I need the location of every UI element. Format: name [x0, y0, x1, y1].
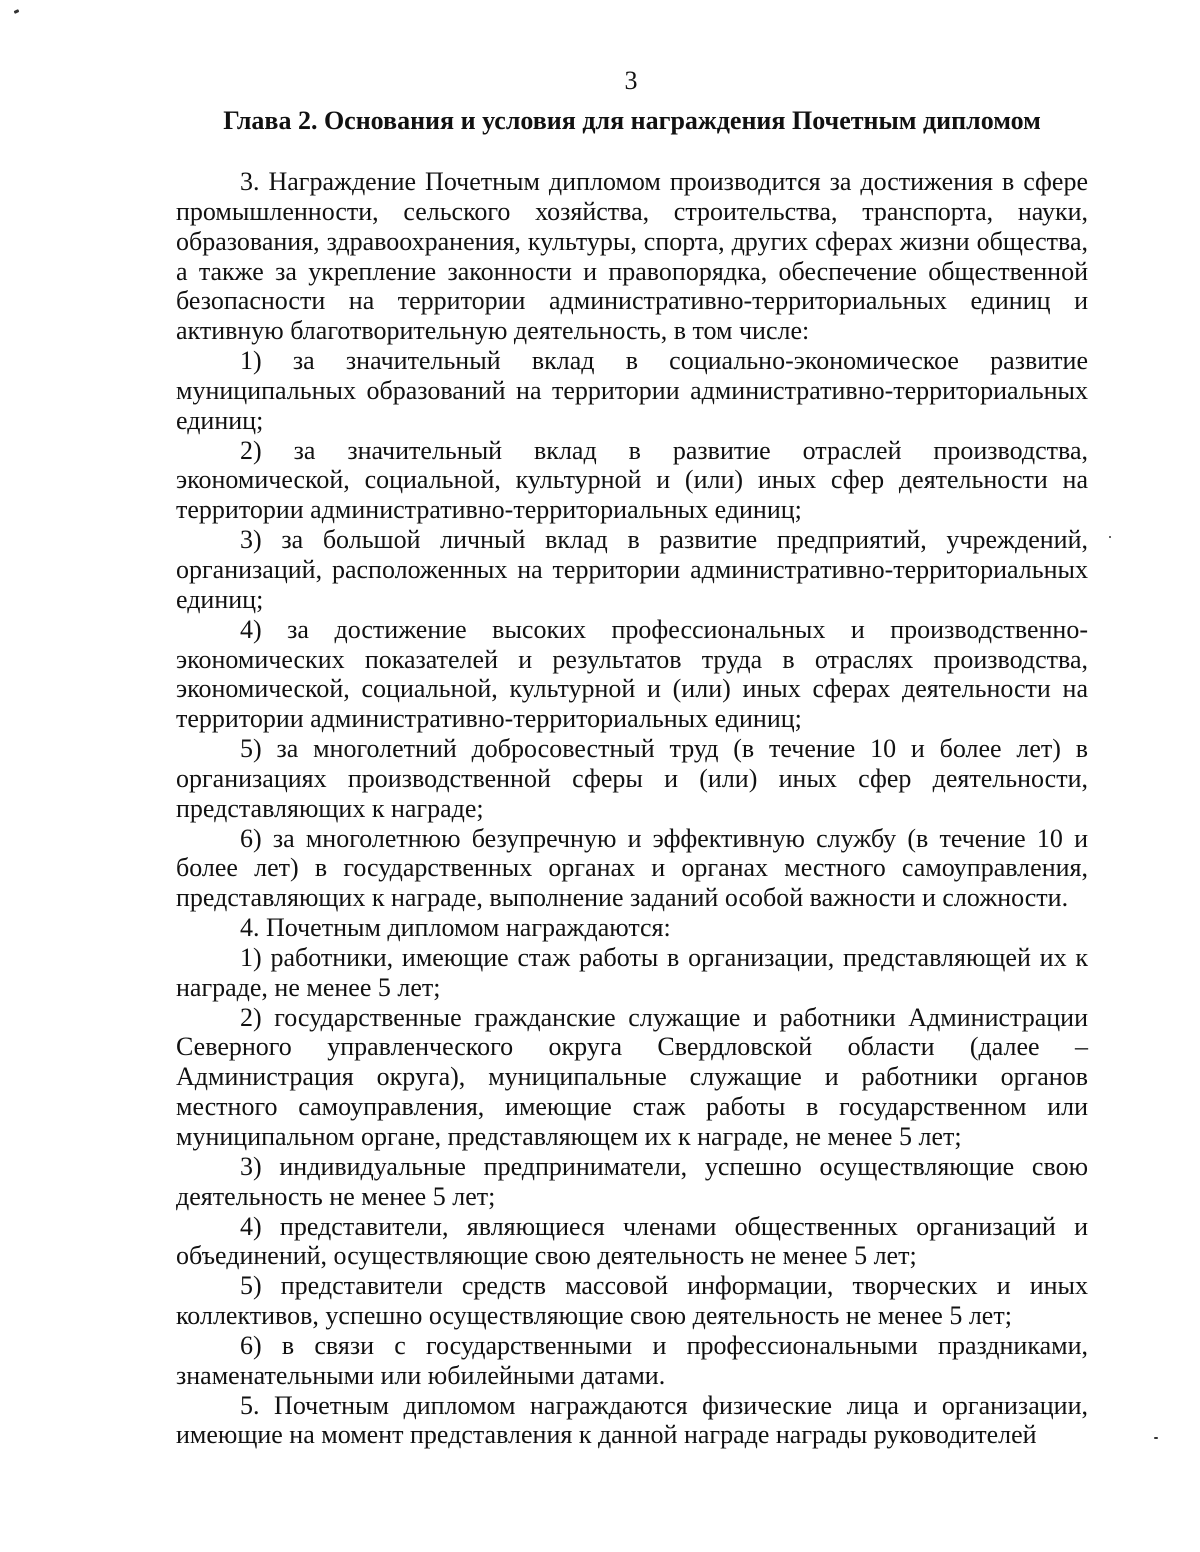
scan-artifact [1154, 1437, 1158, 1439]
paragraph-4: 4. Почетным дипломом награждаются: [240, 913, 671, 943]
paragraph-4-item-2: 2) государственные гражданские служащие и работники Администрации Северного управленческого округа Свердловской области (далее – Администрация округа), муниципальные служащие и работники органов местного самоуправления, имеющие стаж работы в государственном или муниципальном органе, представляющем их к награде, не менее 5 лет; [176, 1002, 1088, 1151]
body-text [176, 167, 1088, 1450]
paragraph-3-item-1: 1) за значительный вклад в социально-экономическое развитие муниципальных образований на территории административно-территориальных единиц; [176, 346, 1088, 435]
paragraph-3-item-5: 5) за многолетний добросовестный труд (в течение 10 и более лет) в организациях производственной сферы и (или) иных сфер деятельности, представляющих к награде; [176, 734, 1088, 823]
paragraph-4-item-4: 4) представители, являющиеся членами общественных организаций и объединений, осуществляющие свою деятельность не менее 5 лет; [176, 1211, 1088, 1271]
scan-artifact [1109, 536, 1111, 538]
paragraph-3-item-3: 3) за большой личный вклад в развитие предприятий, учреждений, организаций, расположенных на территории административно-территориальных единиц; [176, 525, 1088, 614]
paragraph-5: 5. Почетным дипломом награждаются физические лица и организации, имеющие на момент представления к данной награде награды руководителей [176, 1390, 1088, 1450]
paragraph-4-item-1: 1) работники, имеющие стаж работы в организации, представляющей их к награде, не менее 5 лет; [176, 942, 1088, 1002]
paragraph-4-item-6: 6) в связи с государственными и профессиональными праздниками, знаменательными или юбилейными датами. [176, 1330, 1088, 1390]
paragraph-4-item-5: 5) представители средств массовой информации, творческих и иных коллективов, успешно осуществляющие свою деятельность не менее 5 лет; [176, 1271, 1088, 1331]
paragraph-3-item-4: 4) за достижение высоких профессиональных и производственно-экономических показателей и результатов труда в отраслях производства, экономической, социальной, культурной и (или) иных сферах деятельности на территории административно-территориальных единиц; [176, 614, 1088, 734]
paragraph-3-item-6: 6) за многолетнюю безупречную и эффективную службу (в течение 10 и более лет) в государственных органах и органах местного самоуправления, представляющих к награде, выполнение заданий особой важности и сложности. [176, 823, 1088, 913]
paragraph-4-item-3: 3) индивидуальные предприниматели, успешно осуществляющие свою деятельность не менее 5 лет; [176, 1151, 1088, 1211]
paragraph-3: 3. Награждение Почетным дипломом производится за достижения в сфере промышленности, сельского хозяйства, строительства, транспорта, науки, образования, здравоохранения, культуры, спорта, других сферах жизни общества, а также за укрепление законности и правопорядка, обеспечение общественной безопасности на территории административно-территориальных единиц и активную благотворительную деятельность, в том числе: [176, 167, 1088, 346]
chapter-title: Глава 2. Основания и условия для награждения Почетным дипломом [223, 106, 1041, 135]
page-number: 3 [624, 66, 638, 95]
paragraph-3-item-2: 2) за значительный вклад в развитие отраслей производства, экономической, социальной, культурной и (или) иных сфер деятельности на территории административно-территориальных единиц; [176, 435, 1088, 525]
scan-artifact [14, 9, 20, 14]
